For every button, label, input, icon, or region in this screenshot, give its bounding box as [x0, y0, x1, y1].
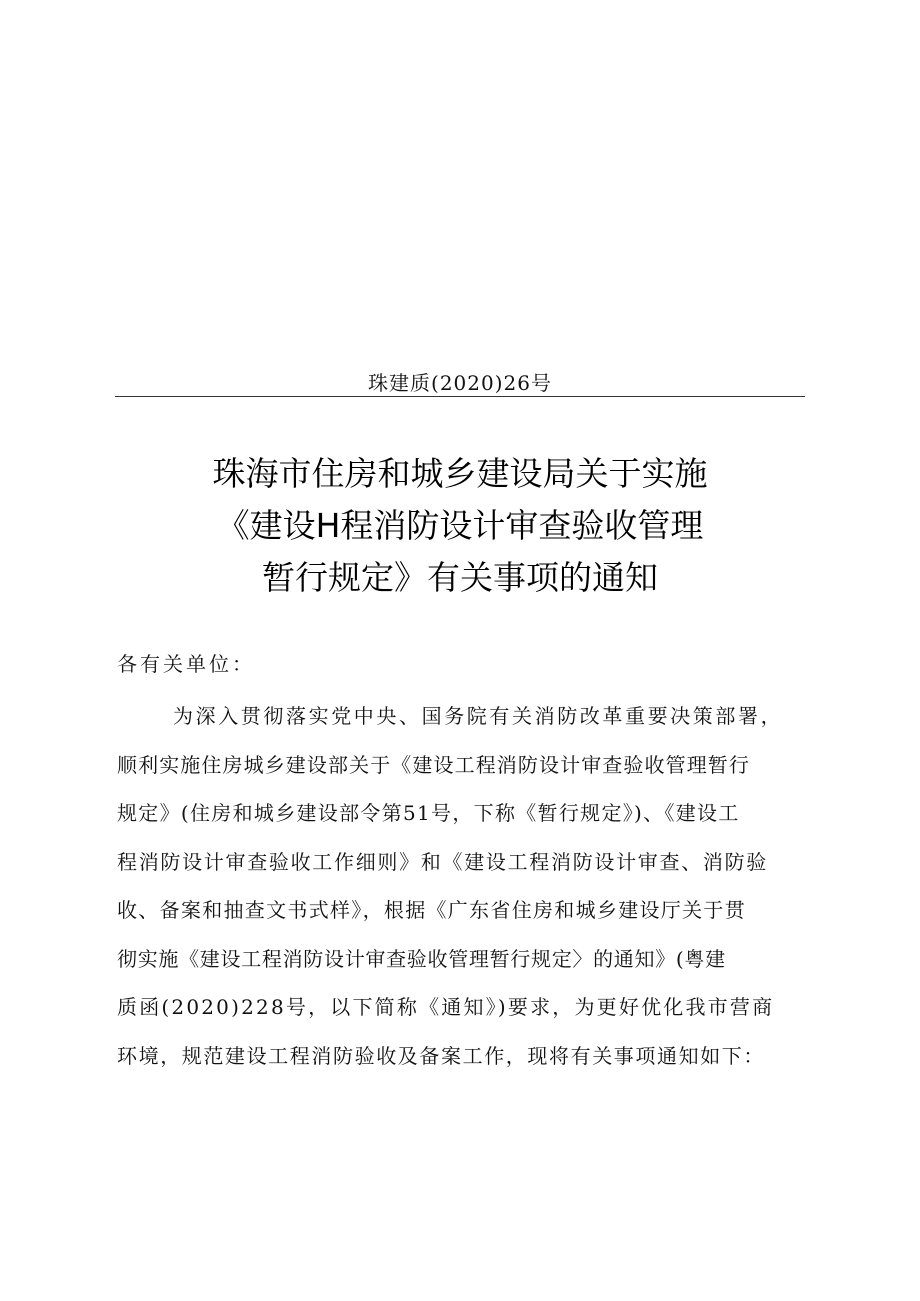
document-title	[0, 448, 920, 604]
body-line: 规定》(住房和城乡建设部令第51号，下称《暂行规定》)、《建设工	[117, 801, 740, 825]
header-divider	[115, 396, 805, 397]
title-line: 珠海市住房和城乡建设局关于实施	[212, 454, 708, 493]
body-line: 质函(2020)228号，以下简称《通知》)要求，为更好优化我市营商	[117, 995, 775, 1019]
body-line: 收、备案和抽查文书式样》，根据《广东省住房和城乡建设厅关于贯	[117, 898, 746, 922]
body-line: 彻实施《建设工程消防设计审查验收管理暂行规定〉的通知》(粤建	[117, 946, 726, 971]
body-line: 环境，规范建设工程消防验收及备案工作，现将有关事项通知如下：	[117, 1043, 765, 1068]
body-line: 为深入贯彻落实党中央、国务院有关消防改革重要决策部署，	[173, 704, 784, 728]
title-line: 暂行规定》有关事项的通知	[262, 558, 658, 597]
title-line: 《建设H程消防设计审查验收管理	[216, 506, 704, 545]
document-number: 珠建质(2020)26号	[368, 371, 552, 395]
body-line: 顺利实施住房城乡建设部关于《建设工程消防设计审查验收管理暂行	[117, 752, 750, 777]
body-paragraph	[117, 692, 807, 1080]
body-line: 程消防设计审查验收工作细则》和《建设工程消防设计审查、消防验	[117, 849, 768, 874]
salutation: 各有关单位：	[117, 652, 255, 676]
